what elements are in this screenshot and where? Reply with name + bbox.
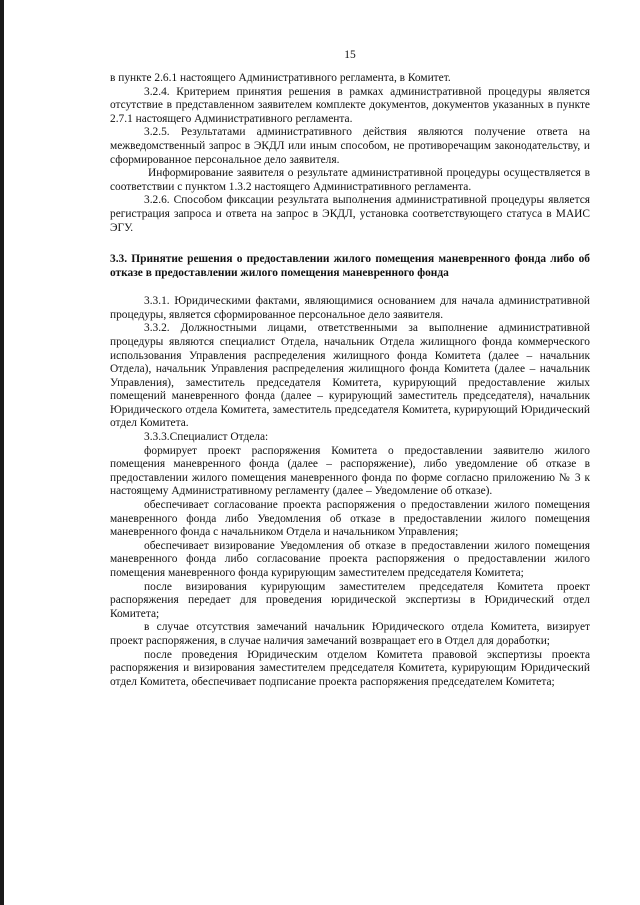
list-item-ensures-endorsement: обеспечивает визирование Уведомления об отказе в предоставлении жилого помещения маневренного фонда либо согласование проекта распоряжения о предоставлении жилого помещения маневренного фонда курирующим заместителем председателя Комитета; [110,539,590,579]
list-item-after-endorsement: после визирования курирующим заместителем председателя Комитета проект распоряжения передает для проведения юридической экспертизы в Юридический отдел Комитета; [110,580,590,620]
page-number: 15 [344,49,356,61]
paragraph-3-2-6: 3.2.6. Способом фиксации результата выполнения административной процедуры является регистрация запроса и ответа на запрос в ЭКДЛ, установка соответствующего статуса в МАИС ЭГУ. [110,194,590,234]
paragraph-3-2-5: 3.2.5. Результатами административного действия являются получение ответа на межведомственный запрос в ЭКДЛ или иным способом, не противоречащим законодательству, и сформированное персональное дело заявителя. [110,126,590,166]
document-page [110,0,590,905]
list-item-ensures-approval: обеспечивает согласование проекта распоряжения о предоставлении жилого помещения маневренного фонда либо Уведомления об отказе в предоставлении жилого помещения маневренного фонда с начальником Отдела и начальником Управления; [110,499,590,539]
scan-left-edge [0,0,4,905]
list-item-no-remarks: в случае отсутствия замечаний начальник Юридического отдела Комитета, визирует проект распоряжения, в случае наличия замечаний возвращает его в Отдел для доработки; [110,621,590,647]
document-body [110,72,590,689]
list-item-after-legal-review: после проведения Юридическим отделом Комитета правовой экспертизы проекта распоряжения и визирования заместителем председателя Комитета, курирующим Юридический отдел Комитета, обеспечивает подписание проекта распоряжения председателем Комитета; [110,648,590,688]
paragraph-continuation: в пункте 2.6.1 настоящего Административного регламента, в Комитет. [110,72,451,84]
paragraph-3-3-3: 3.3.3.Специалист Отдела: [144,431,269,444]
paragraph-3-3-2: 3.3.2. Должностными лицами, ответственными за выполнение административной процедуры являются специалист Отдела, начальник Отдела жилищного фонда коммерческого использования Управления распределения жилищного фонда Комитета (далее – начальник Отдела), начальник Управления распределения жилищного фонда Комитета (далее – начальник Управления), заместитель председателя Комитета, курирующий предоставление жилых помещений маневренного фонда (далее – курирующий заместитель председателя), начальник Юридического отдела Комитета, заместитель председателя Комитета, курирующий Юридический отдел Комитета. [110,322,590,430]
paragraph-3-3-1: 3.3.1. Юридическими фактами, являющимися основанием для начала административной процедуры, является сформированное персональное дело заявителя. [110,295,590,321]
list-item-forms-draft: формирует проект распоряжения Комитета о предоставлении заявителю жилого помещения маневренного фонда (далее – распоряжение), либо уведомление об отказе в предоставлении жилого помещения маневренного фонда по форме согласно приложению № 3 к настоящему Административному регламенту (далее – Уведомление об отказе). [110,444,590,498]
paragraph-informing: Информирование заявителя о результате административной процедуры осуществляется в соответствии с пунктом 1.3.2 настоящего Административного регламента. [110,167,590,193]
paragraph-3-2-4: 3.2.4. Критерием принятия решения в рамках административной процедуры является отсутствие в представленном заявителем комплекте документов, документов указанных в пункте 2.7.1 настоящего Административного регламента. [110,85,590,125]
section-heading-3-3: 3.3. Принятие решения о предоставлении жилого помещения маневренного фонда либо об отказе в предоставлении жилого помещения маневренного фонда [110,253,590,280]
